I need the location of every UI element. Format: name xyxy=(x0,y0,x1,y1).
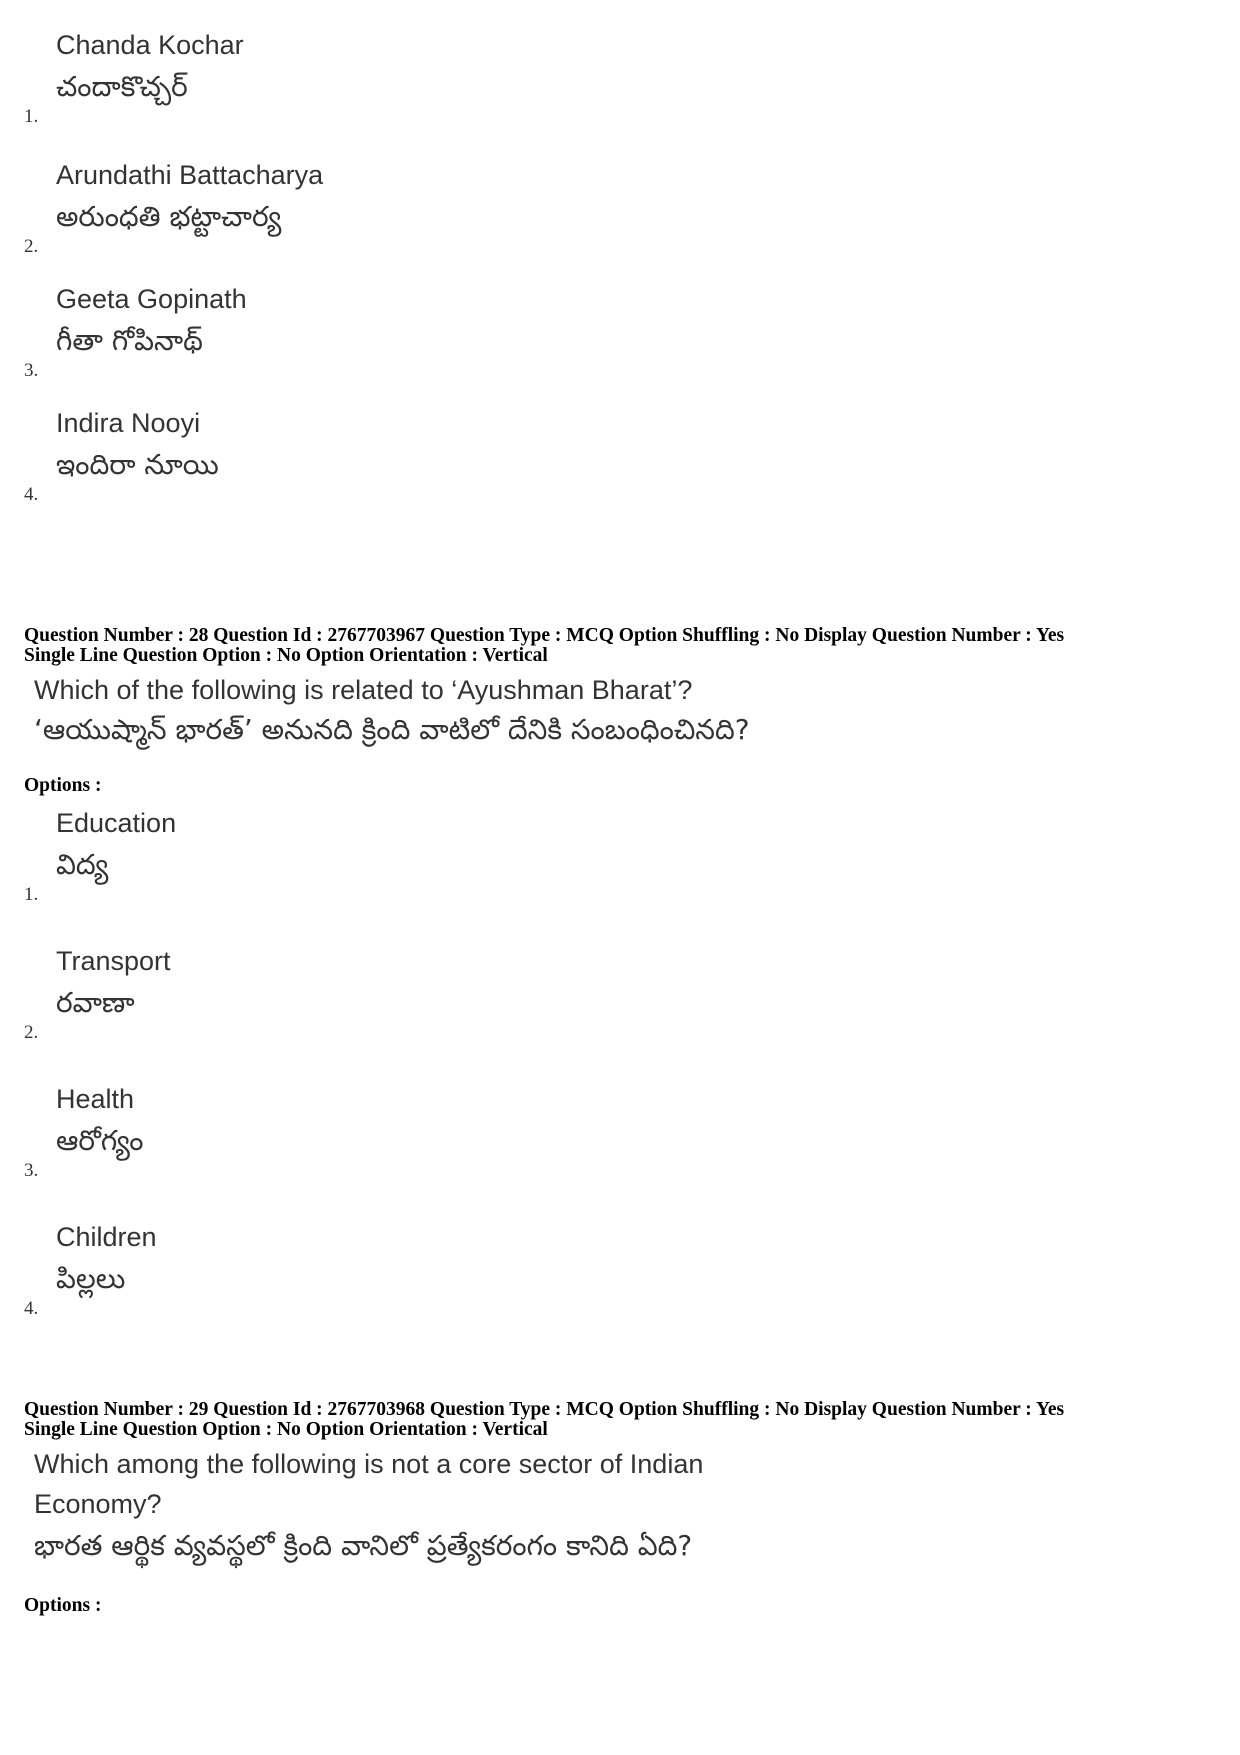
option-number: 3. xyxy=(24,1160,39,1181)
question-text-en-line1: Which among the following is not a core sector of Indian xyxy=(34,1449,704,1479)
option-text-en: Education xyxy=(56,808,177,838)
option-text-te: అరుంధతి భట్టాచార్య xyxy=(56,200,282,233)
option-text-te: పిల్లలు xyxy=(56,1262,126,1295)
option-number: 3. xyxy=(24,360,39,381)
option-number: 1. xyxy=(24,884,39,905)
question-meta-line2: Single Line Question Option : No Option Orientation : Vertical xyxy=(24,1419,548,1440)
option-text-en: Health xyxy=(56,1084,135,1114)
question-text-te: భారత ఆర్థిక వ్యవస్థలో క్రింది వానిలో ప్రత్యేకరంగం కానిది ఏది? xyxy=(34,1529,693,1562)
question-text-en: Which of the following is related to ‘Ayushman Bharat’? xyxy=(34,675,693,705)
option-number: 2. xyxy=(24,236,39,257)
option-text-te: గీతా గోపినాథ్ xyxy=(56,324,203,357)
option-number: 2. xyxy=(24,1022,39,1043)
option-text-en: Arundathi Battacharya xyxy=(56,160,324,190)
question-text-en-line2: Economy? xyxy=(34,1489,162,1519)
option-text-te: ఇందిరా నూయి xyxy=(56,448,219,481)
option-text-te: ఆరోగ్యం xyxy=(56,1124,144,1157)
option-text-te: రవాణా xyxy=(56,986,135,1019)
option-text-en: Indira Nooyi xyxy=(56,408,201,438)
question-meta-line1: Question Number : 29 Question Id : 2767703968 Question Type : MCQ Option Shuffling : No Display Question Number : Yes xyxy=(24,1399,1065,1420)
question-text-te: ‘ఆయుష్మాన్ భారత్’ అనునది క్రింది వాటిలో దేనికి సంబంధించినది? xyxy=(34,713,750,746)
question-meta-line2: Single Line Question Option : No Option Orientation : Vertical xyxy=(24,645,548,666)
option-number: 1. xyxy=(24,106,39,127)
options-label: Options : xyxy=(24,775,102,796)
option-text-te: చందాకొచ్చర్ xyxy=(56,70,188,103)
option-text-en: Chanda Kochar xyxy=(56,30,244,60)
option-number: 4. xyxy=(24,484,39,505)
option-text-en: Children xyxy=(56,1222,157,1252)
option-text-en: Transport xyxy=(56,946,171,976)
option-number: 4. xyxy=(24,1298,39,1319)
option-text-en: Geeta Gopinath xyxy=(56,284,247,314)
question-meta-line1: Question Number : 28 Question Id : 2767703967 Question Type : MCQ Option Shuffling : No Display Question Number : Yes xyxy=(24,625,1065,646)
option-text-te: విద్య xyxy=(56,848,109,881)
options-label: Options : xyxy=(24,1595,102,1616)
